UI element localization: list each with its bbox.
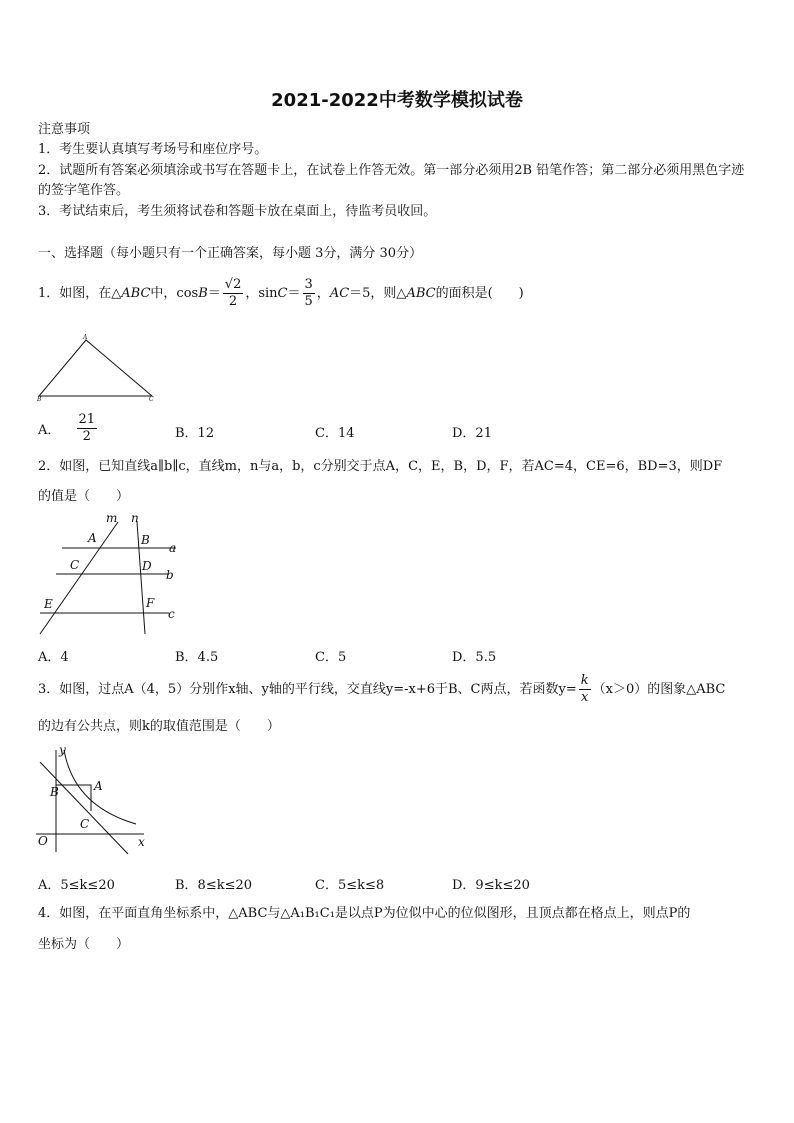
q3-option-d[interactable]: D．9≤k≤20 xyxy=(452,878,530,893)
q1-side-ac: AC xyxy=(329,286,350,301)
q3-text-post: （x＞0）的图象△ABC xyxy=(592,682,726,697)
q2-label-line-b: b xyxy=(166,568,174,582)
q1-angle-b: B xyxy=(198,286,208,301)
q1-option-d[interactable]: D．21 xyxy=(452,426,492,441)
q1-text-ac-value: ＝5，则△ xyxy=(349,286,407,301)
q1-text-pre: 1．如图，在△ xyxy=(38,286,122,301)
q2-label-m: m xyxy=(106,511,118,525)
q1-fraction-sin xyxy=(303,277,315,310)
q3-label-x: x xyxy=(138,835,145,849)
q3-label-b: B xyxy=(50,785,59,799)
section-heading: 一、选择题（每小题只有一个正确答案，每小题 3分，满分 30分） xyxy=(38,246,423,261)
q1-text-post: 的面积是( ) xyxy=(435,286,524,301)
q3-option-a[interactable]: A．5≤k≤20 xyxy=(38,878,115,893)
q1-den-5: 5 xyxy=(304,294,313,309)
q2-label-line-a: a xyxy=(169,541,177,555)
q2-option-b[interactable]: B．4.5 xyxy=(175,650,219,665)
q3-option-b[interactable]: B．8≤k≤20 xyxy=(175,878,253,893)
q1-option-b[interactable]: B．12 xyxy=(175,426,215,441)
q3-line-y-neg-x-plus-6 xyxy=(40,762,128,854)
q1-text-sin: ，sin xyxy=(245,286,278,301)
question-4-line-1: 4．如图，在平面直角坐标系中，△ABC与△A₁B₁C₁是以点P为位似中心的位似图形，且顶点都在格点上，则点P的 xyxy=(38,906,691,921)
q1-option-a[interactable] xyxy=(38,412,99,445)
q1-label-c: C xyxy=(149,396,154,403)
q2-option-a[interactable]: A．4 xyxy=(38,650,69,665)
q3-coordinate-figure xyxy=(36,744,151,856)
q1-angle-c: C xyxy=(277,286,288,301)
q2-label-e-point: E xyxy=(44,597,53,611)
page-title: 2021-2022中考数学模拟试卷 xyxy=(271,90,523,111)
question-3-line-2: 的边有公共点，则k的取值范围是（ ） xyxy=(38,719,280,734)
notice-item-3: 3．考试结束后，考生须将试卷和答题卡放在桌面上，待监考员收回。 xyxy=(38,204,437,219)
q2-label-b-point: B xyxy=(141,533,150,547)
q2-label-a-point: A xyxy=(88,531,97,545)
q2-label-c-point: C xyxy=(70,558,80,572)
notice-item-2: 2．试题所有答案必须填涂或书写在答题卡上，在试卷上作答无效。第一部分必须用2B 铅笔作答；第二部分必须用黑色字迹的签字笔作答。 xyxy=(38,163,745,198)
q2-label-d-point: D xyxy=(142,559,152,573)
q3-num-k: k xyxy=(580,673,589,688)
q1-triangle-figure xyxy=(36,330,161,405)
q1-sqrt2: √2 xyxy=(224,277,242,292)
q1-equals: ＝ xyxy=(207,286,221,301)
notice-heading: 注意事项 xyxy=(38,122,91,137)
q1-option-a-den: 2 xyxy=(82,429,91,444)
q3-text-pre: 3．如图，过点A（4，5）分别作x轴、y轴的平行线，交直线y=-x+6于B、C两点，若函数y= xyxy=(38,682,577,697)
q1-triangle-name-2: ABC xyxy=(406,286,436,301)
q2-label-n: n xyxy=(131,511,139,525)
q1-triangle-name: ABC xyxy=(121,286,151,301)
question-2-line-1: 2．如图，已知直线a∥b∥c，直线m，n与a，b，c分别交于点A，C，E，B，D，F，若AC=4，CE=6，BD=3，则DF xyxy=(38,459,723,474)
q2-label-line-c: c xyxy=(168,607,175,621)
q1-option-a-num: 21 xyxy=(78,412,96,427)
q1-label-b: B xyxy=(37,396,42,403)
q1-label-a: A xyxy=(83,334,88,341)
q3-label-c: C xyxy=(80,817,90,831)
q2-parallel-lines-figure xyxy=(36,510,181,638)
q2-option-d[interactable]: D．5.5 xyxy=(452,650,497,665)
q2-label-f-point: F xyxy=(146,596,155,610)
q1-num-3: 3 xyxy=(304,277,313,292)
q1-fraction-cos xyxy=(223,277,244,310)
q3-den-x: x xyxy=(581,690,589,705)
q1-equals-2: ＝ xyxy=(287,286,301,301)
q1-comma: ， xyxy=(316,286,330,301)
q3-option-c[interactable]: C．5≤k≤8 xyxy=(315,878,385,893)
q1-option-a-fraction xyxy=(77,412,98,445)
question-3-line-1 xyxy=(38,672,725,708)
question-2-line-2: 的值是（ ） xyxy=(38,489,130,504)
notice-item-1: 1．考生要认真填写考场号和座位序号。 xyxy=(38,142,268,157)
q2-option-c[interactable]: C．5 xyxy=(315,650,347,665)
q1-den-2: 2 xyxy=(228,294,238,309)
q3-fraction-k-over-x xyxy=(579,673,591,706)
q3-label-a: A xyxy=(94,779,103,793)
q1-option-c[interactable]: C．14 xyxy=(315,426,355,441)
q3-label-y: y xyxy=(59,743,66,757)
question-4-line-2: 坐标为（ ） xyxy=(38,937,130,952)
q1-option-a-label: A． xyxy=(38,423,61,438)
q2-line-m xyxy=(40,522,118,634)
q3-label-o: O xyxy=(38,834,48,848)
q3-lines-through-a xyxy=(56,785,91,811)
q1-triangle-shape xyxy=(39,340,152,396)
question-1-text xyxy=(38,276,524,312)
q1-text-cos: 中，cos xyxy=(150,286,199,301)
